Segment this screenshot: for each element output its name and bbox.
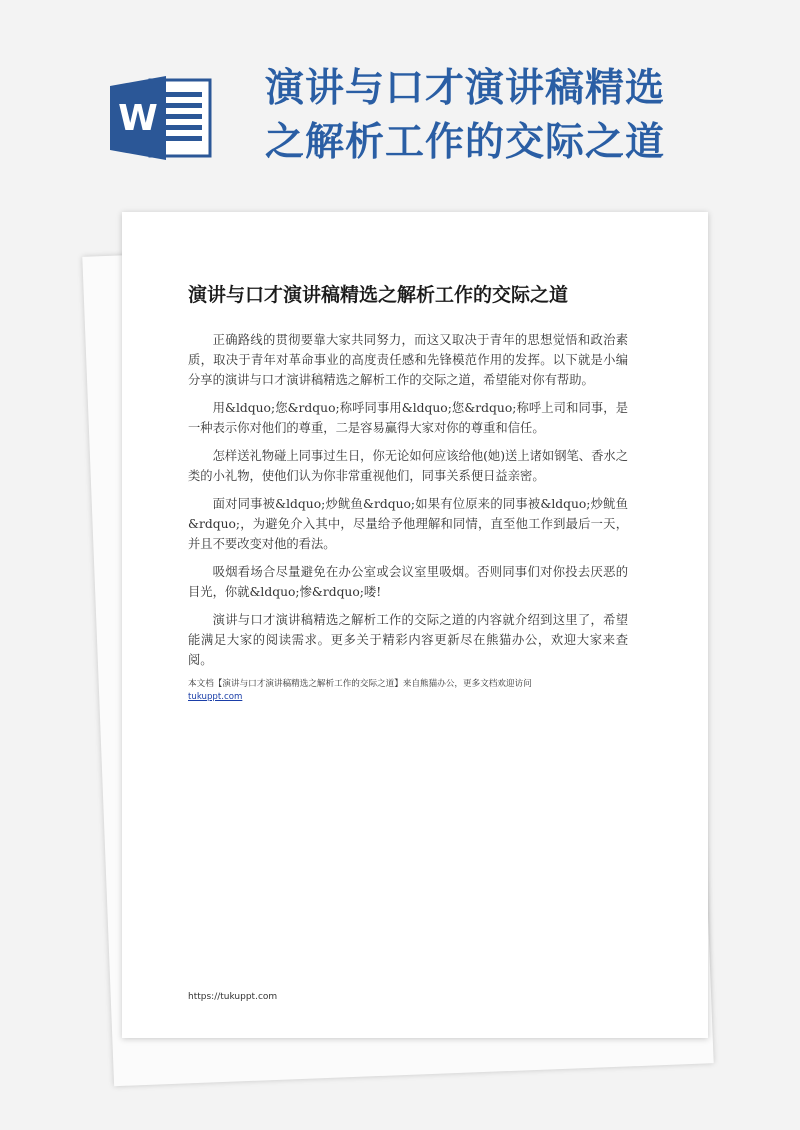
paragraph-gift: 怎样送礼物碰上同事过生日，你无论如何应该给他(她)送上诸如钢笔、香水之类的小礼物，使他们认为你非常重视他们，同事关系便日益亲密。 — [188, 449, 628, 483]
document-page — [122, 212, 708, 1038]
banner-title-line-2: 之解析工作的交际之道 — [265, 120, 666, 165]
source-link[interactable]: tukuppt.com — [188, 692, 243, 702]
paragraph-intro: 正确路线的贯彻要靠大家共同努力，而这又取决于青年的思想觉悟和政治素质，取决于青年对革命事业的高度责任感和先锋模范作用的发挥。以下就是小编分享的演讲与口才演讲稿精选之解析工作的交际之道，希望能对你有帮助。 — [188, 333, 628, 387]
source-note — [188, 678, 628, 704]
word-icon-letter: W — [118, 98, 158, 139]
source-note-text: 本文档【演讲与口才演讲稿精选之解析工作的交际之道】来自熊猫办公，更多文档欢迎访问 — [188, 679, 532, 689]
paragraph-address: 用&ldquo;您&rdquo;称呼同事用&ldquo;您&rdquo;称呼上司和同事，是一种表示你对他们的尊重，二是容易赢得大家对你的尊重和信任。 — [188, 401, 628, 435]
document-body — [188, 330, 628, 704]
banner-title — [265, 62, 785, 170]
word-app-icon — [110, 76, 212, 160]
document-title: 演讲与口才演讲稿精选之解析工作的交际之道 — [188, 284, 569, 306]
banner-title-line-1: 演讲与口才演讲稿精选 — [265, 66, 666, 111]
paragraph-smoking: 吸烟看场合尽量避免在办公室或会议室里吸烟。否则同事们对你投去厌恶的目光，你就&ldquo;惨&rdquo;喽! — [188, 565, 628, 599]
footer-url[interactable]: https://tukuppt.com — [188, 992, 278, 1002]
paragraph-closing: 演讲与口才演讲稿精选之解析工作的交际之道的内容就介绍到这里了，希望能满足大家的阅读需求。更多关于精彩内容更新尽在熊猫办公，欢迎大家来查阅。 — [188, 613, 628, 667]
paragraph-dismissal: 面对同事被&ldquo;炒鱿鱼&rdquo;如果有位原来的同事被&ldquo;炒鱿鱼&rdquo;，为避免介入其中，尽量给予他理解和同情，直至他工作到最后一天，并且不要改变对他的看法。 — [188, 497, 628, 551]
